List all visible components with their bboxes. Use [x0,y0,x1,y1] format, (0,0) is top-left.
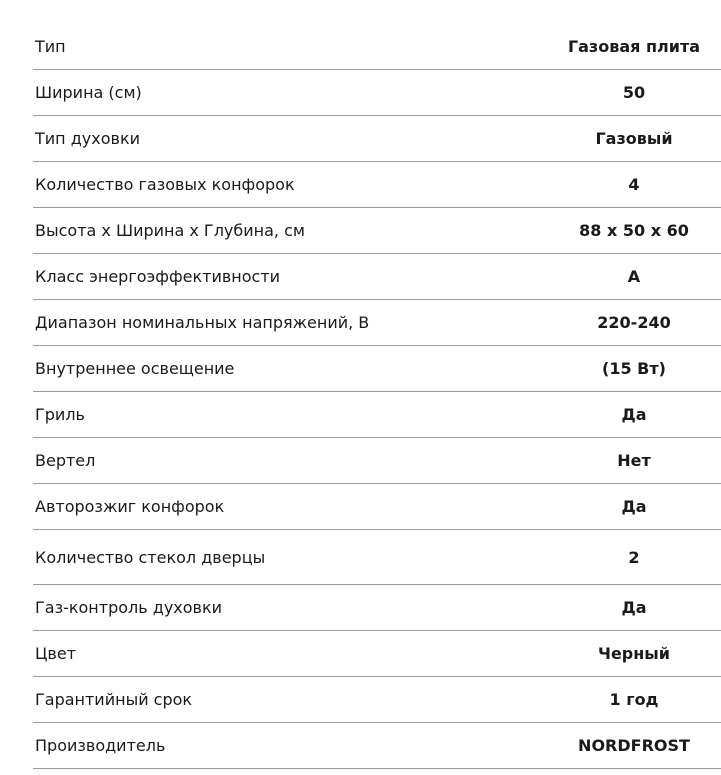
spec-label: Газ-контроль духовки [35,598,223,617]
spec-label: Диапазон номинальных напряжений, В [35,313,370,332]
spec-value: Да [621,497,647,516]
spec-value: A [627,267,641,286]
spec-row-rotisserie [33,438,721,484]
spec-value: 1 год [609,690,659,709]
spec-label: Количество стекол дверцы [35,547,266,567]
spec-value: Черный [598,644,670,663]
spec-label: Авторозжиг конфорок [35,497,225,516]
spec-label: Ширина (см) [35,83,142,102]
spec-value: Да [621,405,647,424]
spec-value: Газовая плита [567,37,701,56]
spec-label: Цвет [35,644,77,663]
spec-row-dimensions [33,208,721,254]
spec-row-auto-ignition [33,484,721,530]
spec-row-voltage-range [33,300,721,346]
spec-value: 2 [628,547,640,567]
spec-row-type [33,24,721,70]
spec-value: 4 [628,175,640,194]
spec-label: Внутреннее освещение [35,359,235,378]
spec-value: Газовый [595,129,673,148]
spec-row-color [33,631,721,677]
spec-label: Гриль [35,405,85,424]
spec-label: Класс энергоэффективности [35,267,281,286]
spec-row-door-glass-count [33,530,721,585]
spec-label: Вертел [35,451,96,470]
spec-label: Тип [35,37,66,56]
spec-row-interior-light [33,346,721,392]
spec-label: Тип духовки [35,129,140,148]
spec-value: NORDFROST [578,736,690,755]
spec-value: 50 [622,83,646,102]
spec-value: 220-240 [597,313,671,332]
spec-value: (15 Вт) [602,359,666,378]
specifications-table [33,24,721,769]
spec-label: Количество газовых конфорок [35,175,295,194]
spec-row-oven-gas-control [33,585,721,631]
spec-row-warranty [33,677,721,723]
spec-value: Да [621,598,647,617]
spec-label: Высота х Ширина х Глубина, см [35,221,305,240]
spec-row-energy-class [33,254,721,300]
spec-row-manufacturer [33,723,721,769]
spec-row-oven-type [33,116,721,162]
spec-label: Производитель [35,736,166,755]
spec-row-grill [33,392,721,438]
spec-value: 88 x 50 x 60 [579,221,689,240]
spec-value: Нет [617,451,651,470]
spec-row-burner-count [33,162,721,208]
spec-row-width [33,70,721,116]
spec-label: Гарантийный срок [35,690,193,709]
